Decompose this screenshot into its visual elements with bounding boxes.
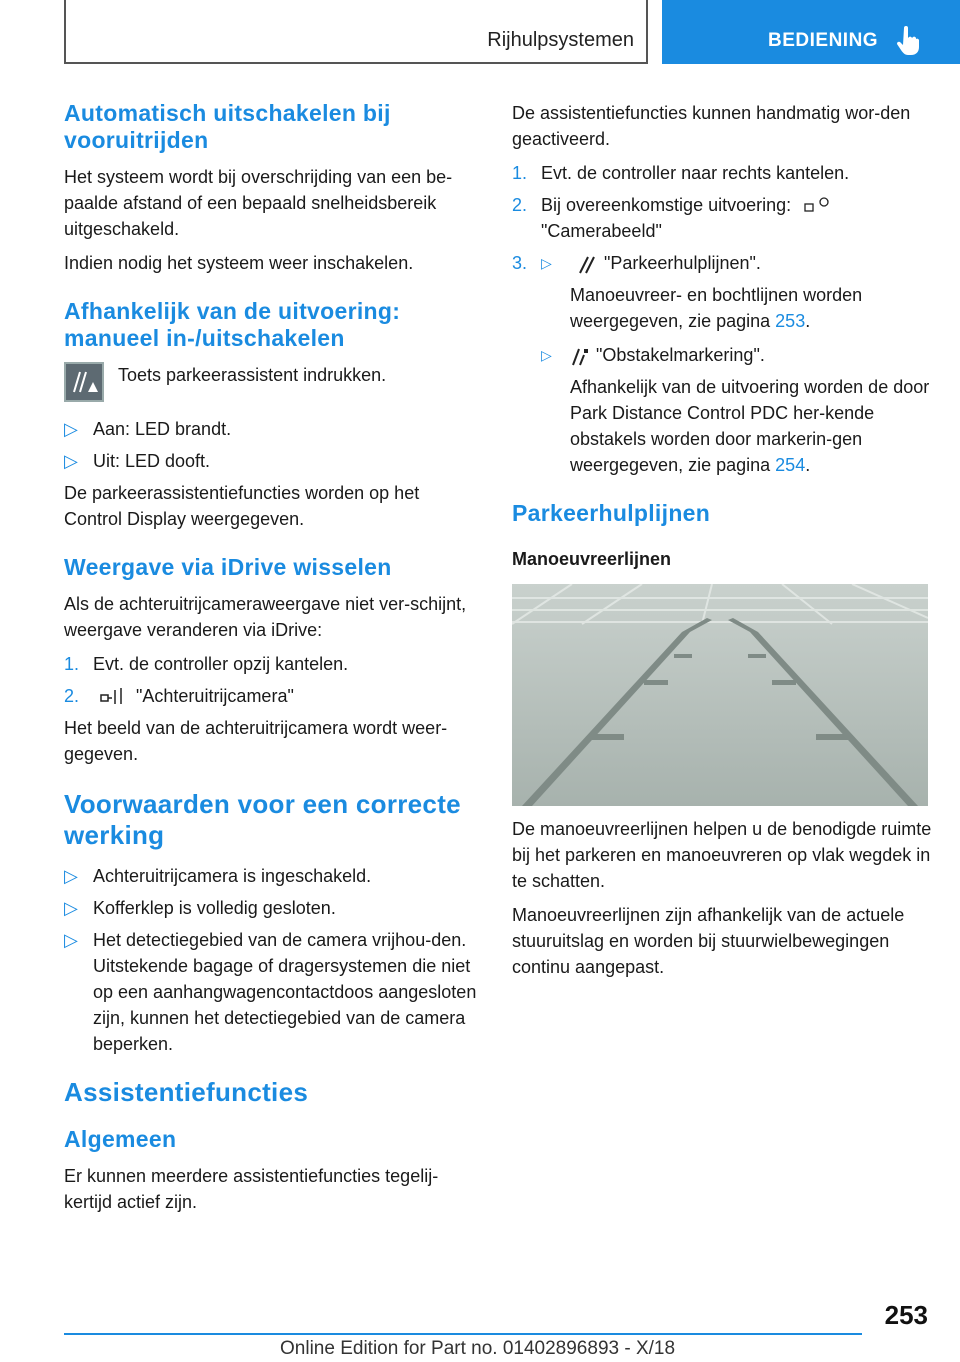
paragraph: Als de achteruitrijcameraweergave niet ver-schijnt, weergave veranderen via iDrive: [64, 594, 467, 640]
triangle-bullet-icon: ▷ [64, 898, 78, 918]
triangle-bullet-icon: ▷ [541, 255, 552, 271]
paragraph: Het systeem wordt bij overschrijding van een be-paalde afstand of een bepaald snelheidsbereik uitgeschakeld. [64, 167, 453, 239]
paragraph: De parkeerassistentiefuncties worden op het Control Display weergegeven. [64, 483, 420, 529]
list-item: ▷ Achteruitrijcamera is ingeschakeld. [64, 863, 480, 889]
camera-settings-icon [802, 195, 832, 217]
right-column [512, 100, 932, 988]
description: Afhankelijk van de uitvoering worden de door Park Distance Control PDC her-kende obstakels worden door markerin-gen weergegeven, zie pagina 254. [570, 377, 930, 475]
heading-manual: Afhankelijk van de uitvoering: manueel in-/uitschakelen [64, 298, 401, 351]
heading-general: Algemeen [64, 1126, 177, 1152]
triangle-bullet-icon: ▷ [64, 451, 78, 471]
paragraph: De assistentiefuncties kunnen handmatig wor-den geactiveerd. [512, 103, 911, 149]
header-section-box [64, 0, 648, 64]
heading-assist: Assistentiefuncties [64, 1077, 309, 1107]
list-item: 1. Evt. de controller naar rechts kantelen. [512, 163, 850, 183]
heading-idrive: Weergave via iDrive wisselen [64, 554, 392, 580]
list-item: ▷ Het detectiegebied van de camera vrijhou-den. Uitstekende bagage of dragersystemen die niet op een aanhangwagencontactdoos aangesloten zijn, kunnen het detectiegebied van de camera beperken. [64, 927, 480, 1057]
manoeuvre-lines-image [512, 584, 928, 806]
heading-conditions: Voorwaarden voor een correcte werking [64, 789, 461, 850]
button-instruction: Toets parkeerassistent indrukken. [118, 365, 387, 385]
triangle-bullet-icon: ▷ [64, 930, 78, 950]
list-item: ▷ Uit: LED dooft. [64, 448, 480, 474]
footer-divider [64, 1333, 862, 1335]
parking-lines-icon [576, 253, 598, 275]
footer-edition: Online Edition for Part no. 01402896893 - X/18 [280, 1338, 676, 1359]
paragraph: Indien nodig het systeem weer inschakelen. [64, 253, 414, 273]
hand-pointer-icon [896, 26, 920, 56]
park-assist-button-row [64, 362, 480, 402]
left-column [64, 100, 480, 1223]
list-item: ▷ Kofferklep is volledig gesloten. [64, 895, 480, 921]
chapter-title: BEDIENING [768, 30, 879, 51]
paragraph: De manoeuvreerlijnen helpen u de benodigde ruimte bij het parkeren en manoeuvreren op vlak wegdek in te schatten. [512, 819, 932, 891]
triangle-bullet-icon: ▷ [541, 347, 552, 363]
park-assist-button-icon [64, 362, 104, 402]
list-item: 2. Bij overeenkomstige uitvoering: "Camerabeeld" [512, 192, 932, 244]
sub-list-item: ▷ "Obstakelmarkering". [512, 342, 932, 368]
page-link-254[interactable]: 254 [775, 455, 806, 475]
description: Manoeuvreer- en bochtlijnen worden weergegeven, zie pagina 253. [570, 285, 863, 331]
list-item: ▷ Aan: LED brandt. [64, 416, 480, 442]
paragraph: Manoeuvreerlijnen zijn afhankelijk van de actuele stuuruitslag en worden bij stuurwielbewegingen continu aangepast. [512, 905, 905, 977]
heading-parking-lines: Parkeerhulplijnen [512, 500, 711, 526]
page-link-253[interactable]: 253 [775, 311, 806, 331]
section-title: Rijhulpsystemen [487, 29, 634, 51]
triangle-bullet-icon: ▷ [64, 419, 78, 439]
paragraph: Er kunnen meerdere assistentiefuncties tegelij-kertijd actief zijn. [64, 1166, 439, 1212]
heading-auto-off: Automatisch uitschakelen bij vooruitrijden [64, 100, 391, 153]
list-item: 1. Evt. de controller opzij kantelen. [64, 654, 349, 674]
triangle-bullet-icon: ▷ [64, 866, 78, 886]
page-number: 253 [884, 1300, 928, 1330]
list-item: 3. ▷ "Parkeerhulplijnen". [512, 250, 932, 276]
rear-camera-icon [99, 686, 125, 708]
list-item: 2. "Achteruitrijcamera" [64, 683, 480, 709]
paragraph: Het beeld van de achteruitrijcamera wordt weer-gegeven. [64, 718, 448, 764]
obstacle-marking-icon [570, 345, 590, 367]
chapter-tab[interactable] [662, 0, 960, 64]
subheading-manoeuvre: Manoeuvreerlijnen [512, 549, 672, 569]
